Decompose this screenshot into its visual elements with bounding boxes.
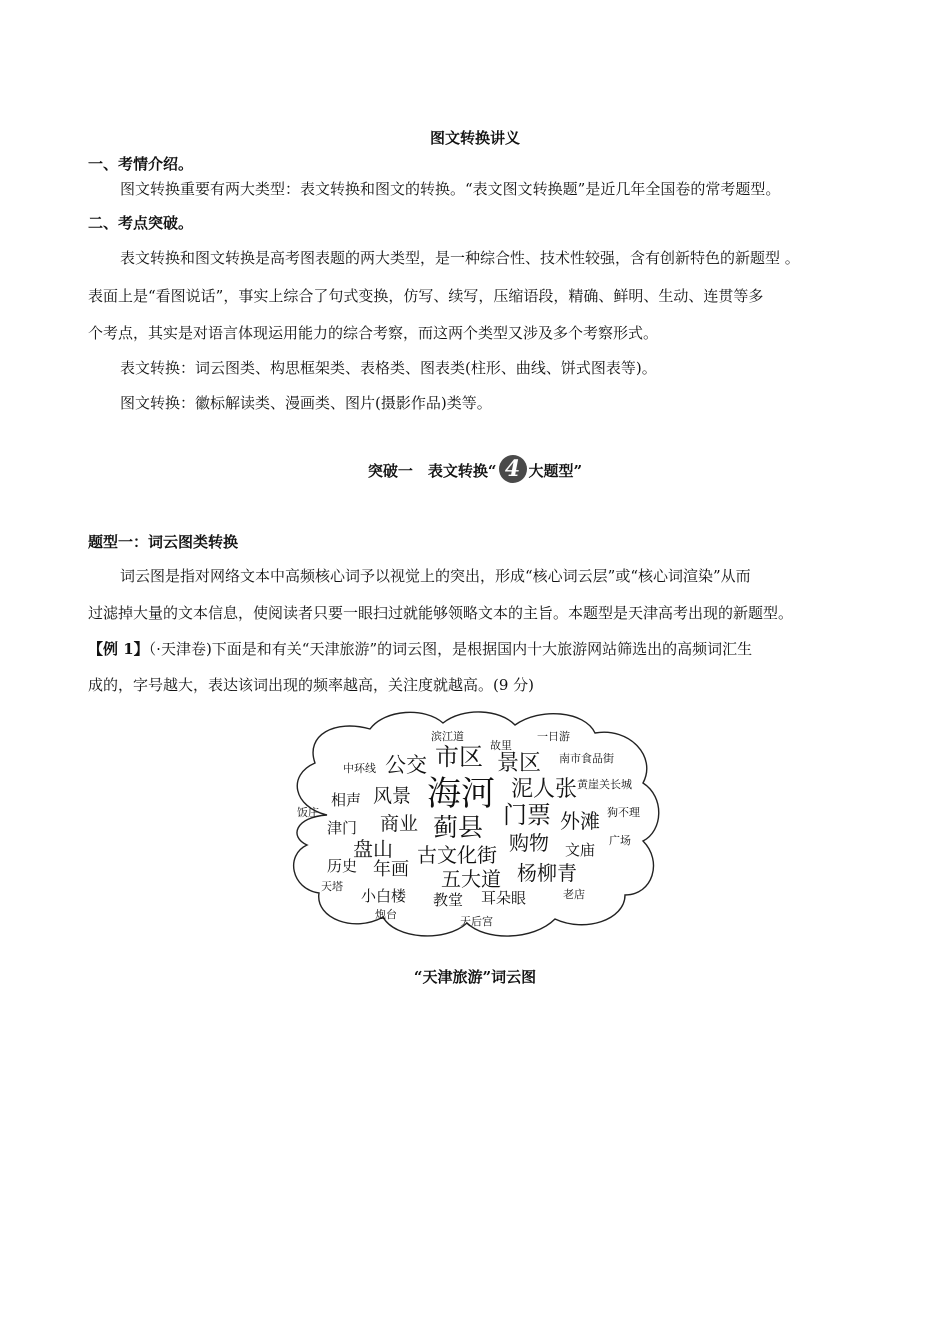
word-jiaotang: 教堂 <box>433 891 464 909</box>
breakthrough-heading <box>0 458 950 486</box>
word-gongjiao: 公交 <box>385 753 427 777</box>
word-guli: 故里 <box>490 739 512 752</box>
word-jingqu: 景区 <box>497 751 542 776</box>
type1-heading: 题型一：词云图类转换 <box>88 533 239 551</box>
word-shangye: 商业 <box>380 813 419 835</box>
word-zhonghuanxian: 中环线 <box>343 762 376 775</box>
word-panshan: 盘山 <box>353 837 393 861</box>
word-lishi: 历史 <box>327 857 358 875</box>
word-yangliuqing: 杨柳青 <box>517 861 577 885</box>
word-cloud <box>285 705 665 945</box>
word-shiqu: 市区 <box>435 743 483 771</box>
example-1 <box>88 639 938 659</box>
type1-desc-line1: 词云图是指对网络文本中高频核心词予以视觉上的突出，形成“核心词云层”或“核心词渲染”从而 <box>120 567 751 585</box>
word-cloud-caption: “天津旅游”词云图 <box>413 968 537 986</box>
example-label: 【例 1】 <box>88 640 149 658</box>
word-xiangsheng: 相声 <box>331 791 362 809</box>
section2-para-line1: 表文转换和图文转换是高考图表题的两大类型，是一种综合性、技术性较强，含有创新特色的新题型 。 <box>120 249 800 267</box>
word-nianhua: 年画 <box>373 859 409 880</box>
word-guangchang: 广场 <box>609 834 631 847</box>
word-nirenzhang: 泥人张 <box>511 777 578 802</box>
breakthrough-prefix: 突破一 表文转换“ <box>367 462 497 480</box>
section2-heading: 二、考点突破。 <box>88 214 194 232</box>
word-tianhougong: 天后宫 <box>460 915 493 928</box>
word-laodian: 老店 <box>563 888 585 901</box>
word-wudadao: 五大道 <box>441 867 501 891</box>
word-yiriyou: 一日游 <box>537 730 570 743</box>
word-fanzhuang: 饭庄 <box>297 806 319 819</box>
page-title: 图文转换讲义 <box>429 129 520 147</box>
example-line2: 成的，字号越大，表达该词出现的频率越高，关注度就越高。(9 分) <box>88 676 535 694</box>
word-fengjing: 风景 <box>373 785 412 807</box>
word-paotai: 炮台 <box>375 908 397 921</box>
word-gouwu: 购物 <box>509 831 549 855</box>
word-haihe: 海河 <box>427 774 495 814</box>
word-guwenhua-street: 古文化街 <box>417 843 497 867</box>
word-huangyaguan-great-wall: 黄崖关长城 <box>577 778 632 791</box>
word-xiaobailou: 小白楼 <box>361 887 407 905</box>
table-conversion-types: 表文转换：词云图类、构思框架类、表格类、图表类(柱形、曲线、饼式图表等)。 <box>120 359 657 377</box>
word-menpiao: 门票 <box>503 801 551 829</box>
word-goubuli: 狗不理 <box>607 806 640 819</box>
word-erduoyan: 耳朵眼 <box>481 889 527 907</box>
section1-body: 图文转换重要有两大类型：表文转换和图文的转换。“表文图文转换题”是近几年全国卷的常考题型。 <box>120 180 781 198</box>
word-waitan: 外滩 <box>560 809 600 833</box>
word-nanshi-food-street: 南市食品街 <box>559 752 614 765</box>
word-tianta: 天塔 <box>321 880 343 893</box>
image-conversion-types: 图文转换：徽标解读类、漫画类、图片(摄影作品)类等。 <box>120 394 492 412</box>
word-jinmen: 津门 <box>327 819 358 837</box>
section1-heading: 一、考情介绍。 <box>88 155 194 173</box>
word-jixian: 蓟县 <box>433 813 484 842</box>
section2-para-line3: 个考点，其实是对语言体现运用能力的综合考察，而这两个类型又涉及多个考察形式。 <box>88 324 659 342</box>
type1-desc-line2: 过滤掉大量的文本信息，使阅读者只要一眼扫过就能够领略文本的主旨。本题型是天津高考出现的新题型。 <box>88 604 794 622</box>
section2-para-line2: 表面上是“看图说话”，事实上综合了句式变换，仿写、续写，压缩语段，精确、鲜明、生动、连贯等多 <box>88 287 764 305</box>
word-binjiangdao: 滨江道 <box>431 730 464 743</box>
example-line1: （·天津卷)下面是和有关“天津旅游”的词云图，是根据国内十大旅游网站筛选出的高频词汇生 <box>148 640 753 658</box>
word-wenmiao: 文庙 <box>565 841 596 859</box>
number-circle-icon: 4 <box>499 455 527 483</box>
breakthrough-suffix: 大题型” <box>528 462 583 480</box>
